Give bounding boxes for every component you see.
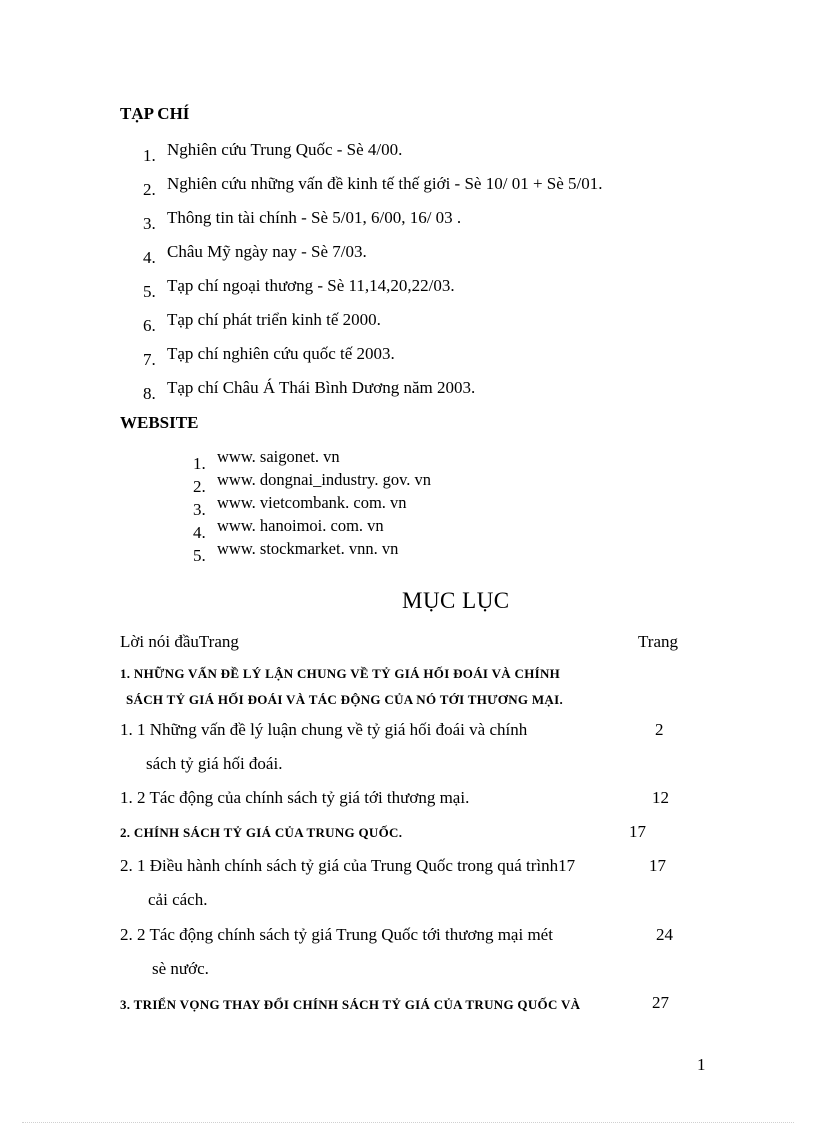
journal-number: 7. — [143, 350, 156, 369]
journal-number: 4. — [143, 248, 156, 267]
toc-entry-2-1-cont: cải cách. — [148, 890, 208, 909]
journal-item: Tạp chí Châu Á Thái Bình Dương năm 2003. — [167, 378, 476, 397]
toc-entry-1-1-cont: sách tỷ giá hối đoái. — [146, 754, 283, 773]
toc-entry-2-2-page: 24 — [656, 925, 673, 944]
journal-number: 8. — [143, 384, 156, 403]
toc-entry-1-1-page: 2 — [655, 720, 664, 739]
journal-number: 3. — [143, 214, 156, 233]
toc-title: MỤC LỤC — [402, 588, 510, 613]
journal-item: Tạp chí nghiên cứu quốc tế 2003. — [167, 344, 395, 363]
toc-page-header: Trang — [638, 632, 678, 651]
toc-entry-2-1: 2. 1 Điều hành chính sách tỷ giá của Trung Quốc trong quá trình17 — [120, 856, 576, 875]
toc-entry-1-2: 1. 2 Tác động của chính sách tỷ giá tới thương mại. — [120, 788, 470, 807]
journal-number: 5. — [143, 282, 156, 301]
toc-section-3: 3. TRIỂN VỌNG THAY ĐỔI CHÍNH SÁCH TỶ GIÁ CỦA TRUNG QUỐC VÀ — [120, 997, 581, 1012]
toc-section-2-page: 17 — [629, 822, 646, 841]
website-link[interactable]: www. vietcombank. com. vn — [217, 493, 407, 512]
toc-entry-2-1-page: 17 — [649, 856, 666, 875]
toc-entry-2-2: 2. 2 Tác động chính sách tỷ giá Trung Quốc tới thương mại mét — [120, 925, 553, 944]
website-link[interactable]: www. dongnai_industry. gov. vn — [217, 470, 432, 489]
website-number: 3. — [193, 500, 206, 519]
website-number: 2. — [193, 477, 206, 496]
toc-section-3-page: 27 — [652, 993, 669, 1012]
journal-item: Châu Mỹ ngày nay - Sè 7/03. — [167, 242, 367, 261]
journal-item: Tạp chí phát triển kinh tế 2000. — [167, 310, 381, 329]
toc-entry-2-2-cont: sè nước. — [152, 959, 209, 978]
toc-section-1-line1: 1. NHỮNG VẤN ĐỀ LÝ LẬN CHUNG VỀ TỶ GIÁ HỐI ĐOÁI VÀ CHÍNH — [120, 666, 561, 681]
journal-number: 6. — [143, 316, 156, 335]
website-link[interactable]: www. stockmarket. vnn. vn — [217, 539, 399, 558]
toc-section-2: 2. CHÍNH SÁCH TỶ GIÁ CỦA TRUNG QUỐC. — [120, 825, 403, 840]
website-link[interactable]: www. hanoimoi. com. vn — [217, 516, 384, 535]
toc-intro: Lời nói đầuTrang — [120, 632, 239, 651]
journal-item: Tạp chí ngoại thương - Sè 11,14,20,22/03. — [167, 276, 455, 295]
journal-number: 2. — [143, 180, 156, 199]
toc-entry-1-1: 1. 1 Những vấn đề lý luận chung về tỷ giá hối đoái và chính — [120, 720, 528, 739]
website-number: 4. — [193, 523, 206, 542]
journal-item: Thông tin tài chính - Sè 5/01, 6/00, 16/ 03 . — [167, 208, 462, 227]
journal-item: Nghiên cứu Trung Quốc - Sè 4/00. — [167, 140, 403, 159]
websites-heading: WEBSITE — [120, 413, 199, 432]
website-link[interactable]: www. saigonet. vn — [217, 447, 340, 466]
toc-entry-1-2-page: 12 — [652, 788, 669, 807]
journals-heading: TẠP CHÍ — [120, 104, 190, 123]
toc-section-1-line2: SÁCH TỶ GIÁ HỐI ĐOÁI VÀ TÁC ĐỘNG CỦA NÓ TỚI THƯƠNG MẠI. — [126, 692, 564, 707]
journal-item: Nghiên cứu những vấn đề kinh tế thế giới - Sè 10/ 01 + Sè 5/01. — [167, 174, 603, 193]
website-number: 1. — [193, 454, 206, 473]
page-number: 1 — [697, 1055, 706, 1074]
journal-number: 1. — [143, 146, 156, 165]
website-number: 5. — [193, 546, 206, 565]
